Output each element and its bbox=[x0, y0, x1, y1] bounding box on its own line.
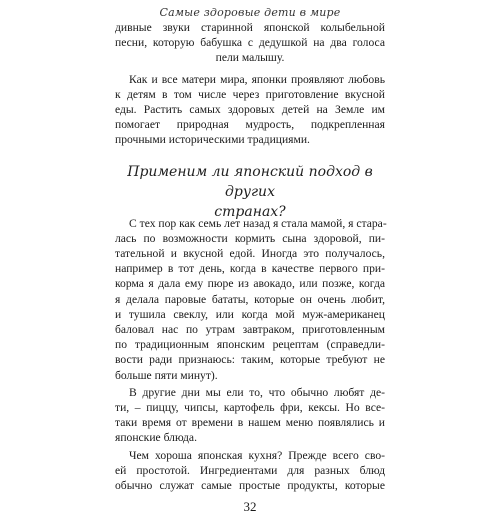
text-line: Чем хороша японская кухня? Прежде всего сво- bbox=[129, 448, 385, 462]
paragraph bbox=[115, 216, 385, 383]
text-line: В другие дни мы ели то, что обычно любят де- bbox=[129, 385, 385, 399]
section-heading-line: Применим ли японский подход в других bbox=[127, 163, 373, 200]
text-line: обычно служат самые простые продукты, которые bbox=[115, 479, 385, 492]
text-line: песни, которую бабушка с дедушкой на два голоса bbox=[115, 36, 385, 50]
text-line: прочными историческими традициями. bbox=[115, 133, 310, 147]
text-line: например в тот день, когда в качестве первого при- bbox=[115, 262, 385, 276]
text-line: тательной и вкусной едой. Иногда это получалось, bbox=[115, 247, 385, 260]
text-line: Как и все матери мира, японки проявляют любовь bbox=[129, 72, 385, 86]
text-line: ей простотой. Ингредиентами для разных блюд bbox=[115, 463, 385, 477]
text-line: по традиционным японским рецептам (справедли- bbox=[115, 338, 385, 352]
page-number: 32 bbox=[243, 499, 257, 515]
text-line: дивные звуки старинной японской колыбельной bbox=[115, 21, 385, 34]
running-head: Самые здоровые дети в мире bbox=[159, 6, 341, 19]
text-line: больше пяти минут). bbox=[115, 368, 218, 382]
text-line: лась по возможности кормить сына здоровой, пи- bbox=[115, 231, 385, 245]
section-heading bbox=[115, 162, 385, 222]
text-line: вости ради признаюсь: таким, которые требуют не bbox=[115, 353, 385, 367]
text-line: помогает природная мудрость, подкрепленная bbox=[115, 118, 385, 132]
text-line: таки время от времени в нашем меню появлялись и bbox=[115, 416, 385, 430]
paragraph bbox=[115, 385, 385, 446]
text-line: японские блюда. bbox=[115, 431, 197, 445]
paragraph-continuation bbox=[115, 20, 385, 66]
text-line: я делала паровые бататы, которые он очень любит, bbox=[115, 292, 385, 306]
text-line: ти, – пиццу, чипсы, картофель фри, кексы. Но все- bbox=[115, 401, 385, 414]
section-heading-line: странах? bbox=[214, 203, 286, 220]
paragraph bbox=[115, 72, 385, 148]
text-line: С тех пор как семь лет назад я стала мамой, я стара- bbox=[129, 216, 387, 230]
text-line: пели малышу. bbox=[215, 51, 285, 65]
text-line: баловал нас по утрам завтраком, приготовленным bbox=[115, 323, 385, 337]
text-line: еды. Растить самых здоровых детей на Земле им bbox=[115, 103, 385, 116]
paragraph bbox=[115, 448, 385, 494]
text-line: и тушила свеклу, или когда мой муж-американец bbox=[115, 307, 385, 321]
text-line: корма я дала ему пюре из авокадо, или позже, когда bbox=[115, 277, 385, 291]
text-line: к детям в том числе через приготовление вкусной bbox=[115, 87, 385, 101]
